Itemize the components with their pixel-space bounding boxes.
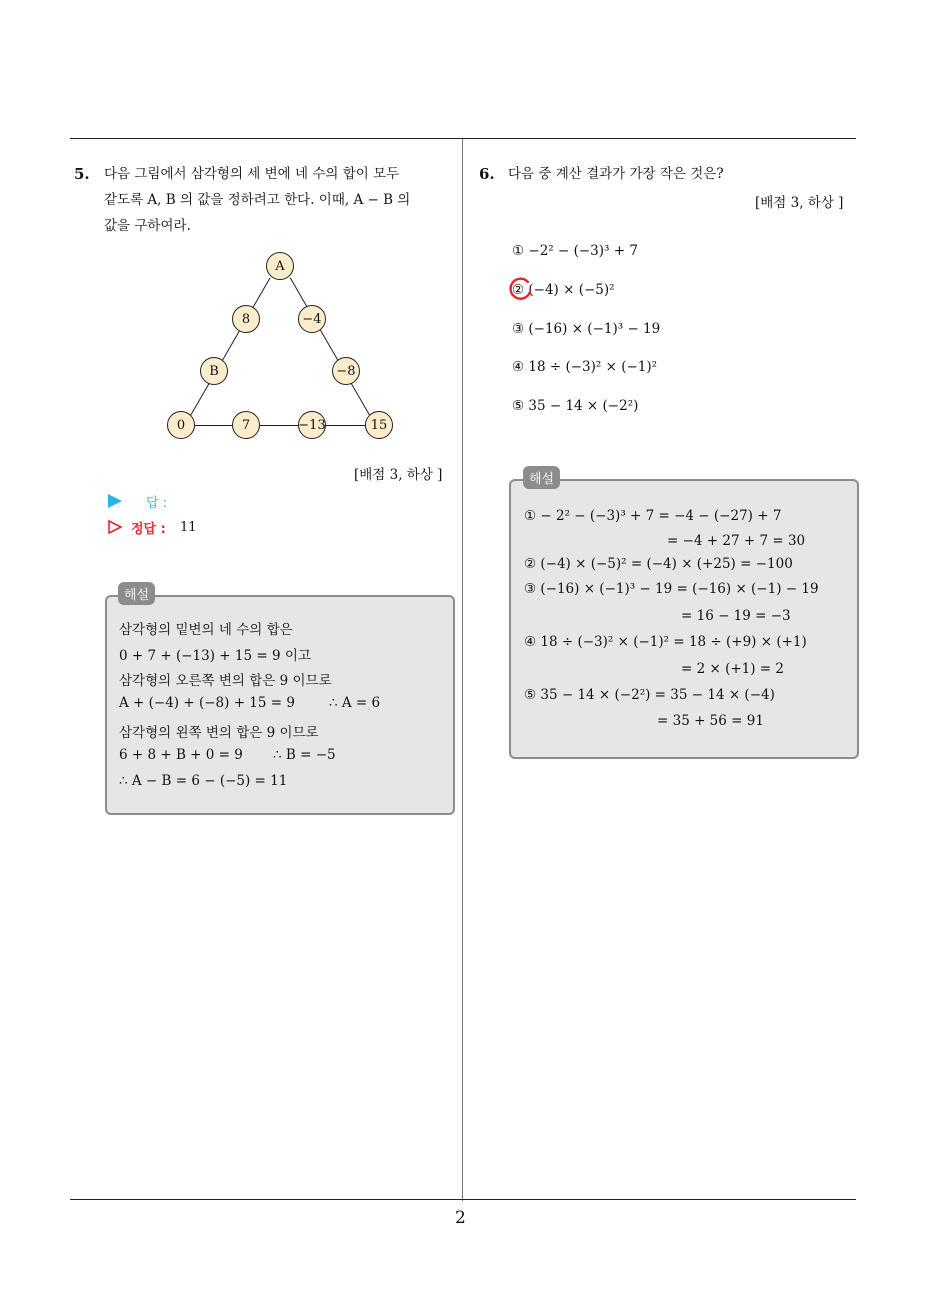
solution-tag: 해설: [523, 466, 560, 489]
triangle-right-edge: [289, 277, 378, 429]
choice-2: ② (−4) × (−5)²: [512, 282, 615, 298]
bottom-rule: [70, 1199, 856, 1200]
node-0: 0: [167, 411, 195, 439]
answer-label: 답 :: [146, 496, 168, 511]
question-text-line: 같도록 A, B 의 값을 정하려고 한다. 이때, A − B 의: [104, 192, 411, 208]
solution-line: ∴ A − B = 6 − (−5) = 11: [119, 773, 288, 789]
choice-5: ⑤ 35 − 14 × (−2²): [512, 398, 639, 414]
solution-line: 0 + 7 + (−13) + 15 = 9 이고: [119, 648, 311, 664]
question-number: 6.: [479, 165, 495, 183]
solution-line: ② (−4) × (−5)² = (−4) × (+25) = −100: [524, 556, 793, 572]
node-7: 7: [232, 411, 260, 439]
solution-tag: 해설: [118, 582, 155, 605]
question-text-line: 다음 그림에서 삼각형의 세 변에 네 수의 합이 모두: [104, 166, 400, 182]
solution-line: 삼각형의 왼쪽 변의 합은 9 이므로: [119, 725, 319, 741]
node-15: 15: [365, 411, 393, 439]
solution-line: = 35 + 56 = 91: [657, 713, 764, 729]
solution-box: [509, 479, 859, 759]
triangle-left-edge: [182, 277, 271, 429]
correct-label: 정답 :: [131, 522, 166, 537]
solution-line: ① − 2² − (−3)³ + 7 = −4 − (−27) + 7: [524, 508, 782, 524]
solution-line: 삼각형의 밑변의 네 수의 합은: [119, 622, 293, 638]
solution-line: 삼각형의 오른쪽 변의 합은 9 이므로: [119, 673, 332, 689]
node-b: B: [200, 357, 228, 385]
choice-4: ④ 18 ÷ (−3)² × (−1)²: [512, 359, 658, 375]
solution-line: = 2 × (+1) = 2: [681, 661, 785, 677]
answer-arrow-icon: [108, 494, 122, 508]
column-divider: [462, 139, 463, 1201]
solution-line: A + (−4) + (−8) + 15 = 9: [119, 695, 295, 711]
node-minus-4: −4: [298, 305, 326, 333]
solution-line: ⑤ 35 − 14 × (−2²) = 35 − 14 × (−4): [524, 687, 775, 703]
score-label: [배점 3, 하상 ]: [755, 195, 844, 211]
triangle-bottom-edge: [181, 425, 379, 426]
question-text: 다음 중 계산 결과가 가장 작은 것은?: [508, 166, 724, 182]
correct-arrow-icon: [108, 520, 122, 534]
question-text-line: 값을 구하여라.: [104, 218, 191, 234]
page-number: 2: [455, 1208, 466, 1228]
choice-1: ① −2² − (−3)³ + 7: [512, 243, 638, 259]
solution-line: = −4 + 27 + 7 = 30: [667, 533, 806, 549]
solution-line: ∴ B = −5: [273, 747, 336, 763]
node-minus-8: −8: [332, 357, 360, 385]
score-label: [배점 3, 하상 ]: [354, 467, 443, 483]
solution-line: 6 + 8 + B + 0 = 9: [119, 747, 243, 763]
question-number: 5.: [74, 165, 90, 183]
answer-mark-circle-icon: [508, 277, 534, 303]
node-a: A: [266, 252, 294, 280]
solution-line: ④ 18 ÷ (−3)² × (−1)² = 18 ÷ (+9) × (+1): [524, 634, 807, 650]
choice-3: ③ (−16) × (−1)³ − 19: [512, 321, 661, 337]
solution-line: ③ (−16) × (−1)³ − 19 = (−16) × (−1) − 19: [524, 581, 819, 597]
solution-line: ∴ A = 6: [329, 695, 381, 711]
node-minus-13: −13: [298, 411, 326, 439]
solution-box: [105, 595, 455, 815]
correct-value: 11: [180, 520, 197, 535]
solution-line: = 16 − 19 = −3: [681, 608, 791, 624]
node-8: 8: [232, 305, 260, 333]
